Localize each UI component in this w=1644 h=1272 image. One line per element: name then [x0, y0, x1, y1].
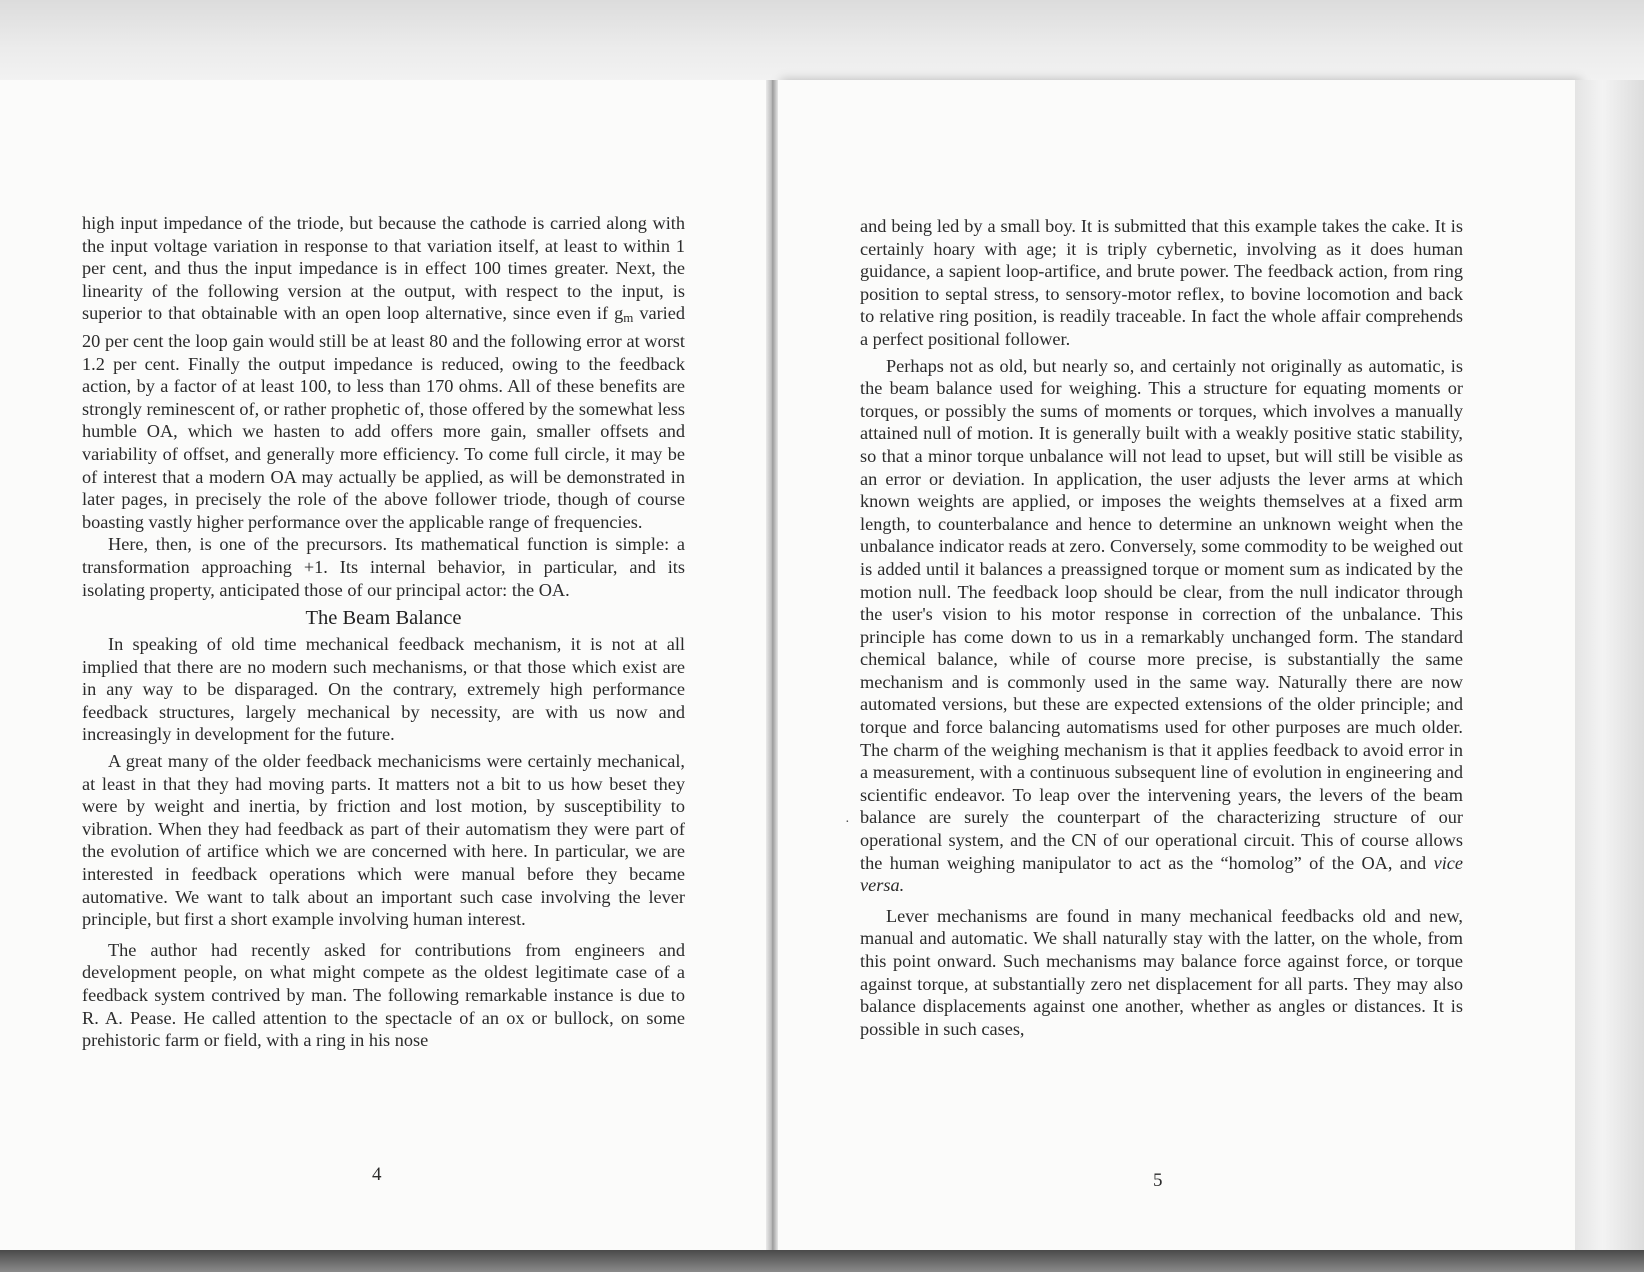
paragraph: The author had recently asked for contributions from engineers and development people, on what might compete as the oldest legitimate case of a feedback system contrived by man. The following remarkable instance is due to R. A. Pease. He called attention to the spectacle of an ox or bullock, on some prehistoric farm or field, with a ring in his nose: [82, 939, 685, 1051]
paragraph: Lever mechanisms are found in many mechanical feedbacks old and new, manual and automatic. We shall naturally stay with the latter, on the whole, from this point onward. Such mechanisms may balance force against force, or torque against torque, at substantially zero net displacement for all parts. They may also balance displacements against one another, whether as angles or distances. It is possible in such cases,: [860, 905, 1463, 1039]
g-m-symbol: [614, 303, 634, 326]
page-number-left: 4: [372, 1164, 382, 1185]
scan-background-top: [0, 0, 1644, 82]
paragraph: [860, 355, 1463, 897]
text-run: high input impedance of the triode, but because the cathode is carried along with the input voltage variation in response to that variation itself, at least to within 1 per cent, and thus the input impedance is in effect 100 times greater. Next, the linearity of the following version at the output, with respect to the input, is superior to that obtainable with an open loop alternative, since even if: [82, 213, 685, 324]
paragraph: and being led by a small boy. It is submitted that this example takes the cake. It is certainly hoary with age; it is triply cybernetic, involving as it does human guidance, a sapient loop-artifice, and brute power. The feedback action, from ring position to septal stress, to sensory-motor reflex, to bovine locomotion and back to relative ring position, is readily traceable. In fact the whole affair comprehends a perfect positional follower.: [860, 216, 1463, 349]
text-run: varied 20 per cent the loop gain would still be at least 80 and the following error at worst 1.2 per cent. Finally the output impedance is reduced, owing to the feedback action, by a factor of at least 100, to less than 170 ohms. All of these benefits are strongly reminescent of, or rather prophetic of, those offered by the somewhat less humble OA, which we hasten to add offers more gain, smaller offsets and variability of offset, and generally more efficiency. To come full circle, it may be of interest that a modern OA may actually be applied, as will be demonstrated in later pages, in precisely the role of the above follower triode, though of course boasting vastly higher performance over the applicable range of frequencies.: [82, 303, 686, 532]
g-symbol: g: [614, 303, 624, 324]
page-number-right: 5: [1153, 1170, 1163, 1191]
italic-text: vice versa.: [860, 852, 1463, 896]
paragraph: Here, then, is one of the precursors. Its mathematical function is simple: a transformation approaching +1. Its internal behavior, in particular, and its isolating property, anticipated those of our principal actor: the OA.: [82, 534, 685, 600]
section-heading: The Beam Balance: [305, 607, 462, 630]
margin-dot: ·: [845, 815, 850, 830]
text-run: Perhaps not as old, but nearly so, and certainly not originally as automatic, is the beam balance used for weighing. This a structure for equating moments or torques, or possibly the sums of moments or torques, which involves a manually attained null of motion. It is generally built with a weakly positive static stability, so that a minor torque unbalance will not lead to upset, but will still be visible as an error or deviation. In application, the user adjusts the lever arms at which known weights are applied, or imposes the weights themselves at a fixed arm length, to counterbalance and hence to determine an unknown weight when the unbalance indicator reads at zero. Conversely, some commodity to be weighed out is added until it balances a preassigned torque or moment sum as indicated by the motion null. The feedback loop should be clear, from the null indicator through the user's vision to his motor response in correction of the unbalance. This principle has come down to us in a remarkably unchanged form. The standard chemical balance, while of course more precise, is substantially the same mechanism and is commonly used in the same way. Naturally there are now automated versions, but these are expected extensions of the older principle; and torque and force balancing automatisms used for other purposes are much older. The charm of the weighing mechanism is that it applies feedback to avoid error in a measurement, with a continuous subsequent line of evolution in engineering and scientific endeavor. To leap over the intervening years, the levers of the beam balance are surely the counterpart of the characterizing structure of our operational system, and the CN of our operational circuit. This of course allows the human weighing manipulator to act as the “homolog” of the OA, and: [860, 355, 1463, 873]
book-gutter: [766, 80, 778, 1255]
subscript-m: m: [623, 310, 634, 326]
paragraph: A great many of the older feedback mechanicisms were certainly mechanical, at least in that they had moving parts. It matters not a bit to us how beset they were by weight and inertia, by friction and lost motion, by susceptibility to vibration. When they had feedback as part of their automatism they were part of the evolution of artifice which we are concerned with here. In particular, we are interested in feedback operations which were manual before they became automative. We want to talk about an important such case involving the lever principle, but first a short example involving human interest.: [82, 751, 685, 930]
right-text-column: [860, 215, 1463, 1040]
page-edge: [1575, 80, 1644, 1255]
left-text-column: [82, 212, 685, 1052]
scan-background-bottom: [0, 1250, 1644, 1272]
paragraph: [82, 212, 685, 533]
paragraph: In speaking of old time mechanical feedback mechanism, it is not at all implied that there are no modern such mechanisms, or that those which exist are in any way to be disparaged. On the contrary, extremely high performance feedback structures, largely mechanical by necessity, are with us now and increasingly in development for the future.: [82, 634, 685, 745]
